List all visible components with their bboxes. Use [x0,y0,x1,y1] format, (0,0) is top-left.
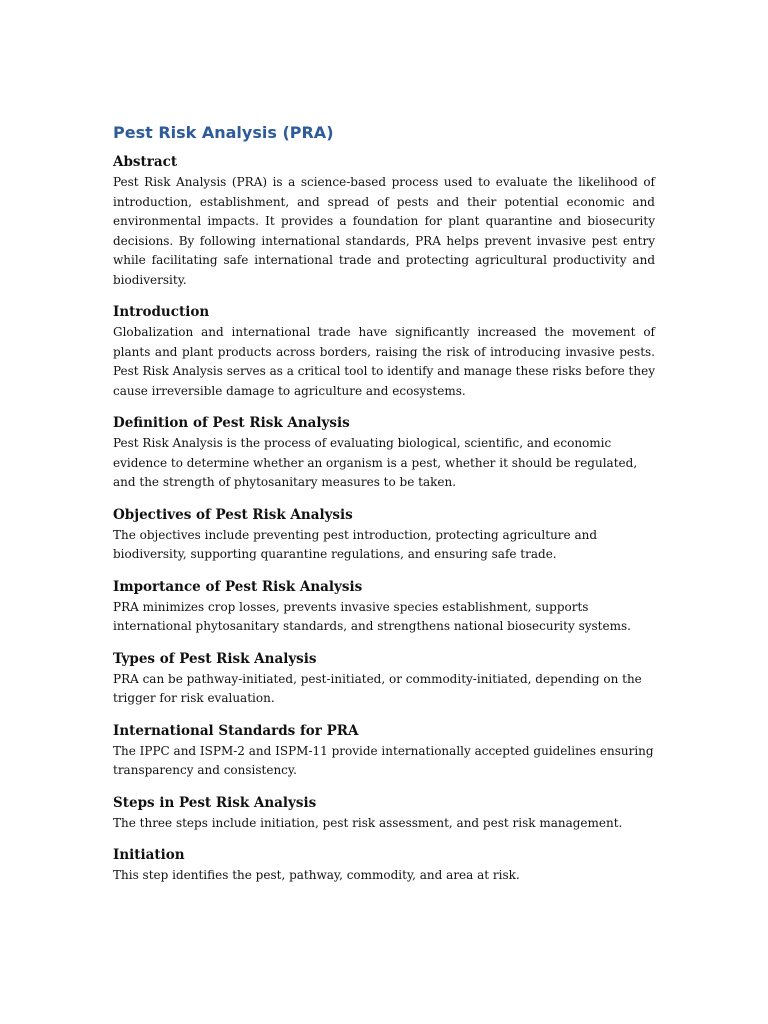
section-heading: Steps in Pest Risk Analysis [113,794,317,811]
section-body: Pest Risk Analysis (PRA) is a science-based process used to evaluate the likelihood of introduction, establishment, and spread of pests and their potential economic and environmental impacts. It provides a foundation for plant quarantine and biosecurity decisions. By following international standards, PRA helps prevent invasive pest entry while facilitating safe international trade and protecting agricultural productivity and biodiversity. [113,175,655,287]
section-types [113,650,655,709]
section-body: The three steps include initiation, pest risk assessment, and pest risk management. [113,815,623,830]
section-abstract [113,153,655,290]
section-importance [113,578,655,637]
section-heading: Definition of Pest Risk Analysis [113,415,350,431]
section-body: The IPPC and ISPM-2 and ISPM-11 provide internationally accepted guidelines ensuring transparency and consistency. [113,743,654,777]
section-heading: Types of Pest Risk Analysis [113,650,317,667]
section-heading: Importance of Pest Risk Analysis [113,578,363,595]
section-initiation [113,846,655,886]
document-title: Pest Risk Analysis (PRA) [113,123,334,142]
section-heading: Objectives of Pest Risk Analysis [113,506,353,523]
section-body: This step identifies the pest, pathway, commodity, and area at risk. [113,868,520,882]
section-body: PRA minimizes crop losses, prevents invasive species establishment, supports international phytosanitary standards, and strengthens national biosecurity systems. [113,599,631,633]
section-body: Globalization and international trade have significantly increased the movement of plants and plant products across borders, raising the risk of introducing invasive pests. Pest Risk Analysis serves as a critical tool to identify and manage these risks before they cause irreversible damage to agriculture and ecosystems. [113,325,655,398]
section-heading: Introduction [113,304,210,320]
section-standards [113,722,655,781]
section-introduction [113,303,655,401]
section-body: The objectives include preventing pest introduction, protecting agriculture and biodiversity, supporting quarantine regulations, and ensuring safe trade. [113,527,598,561]
section-heading: International Standards for PRA [113,722,359,739]
section-body: PRA can be pathway-initiated, pest-initiated, or commodity-initiated, depending on the trigger for risk evaluation. [113,671,642,705]
section-heading: Initiation [113,847,185,863]
section-definition [113,414,655,493]
section-body: Pest Risk Analysis is the process of evaluating biological, scientific, and economic evidence to determine whether an organism is a pest, whether it should be regulated, and the strength of phytosanitary measures to be taken. [113,436,638,489]
section-heading: Abstract [113,154,178,170]
section-objectives [113,506,655,565]
section-steps [113,794,655,834]
